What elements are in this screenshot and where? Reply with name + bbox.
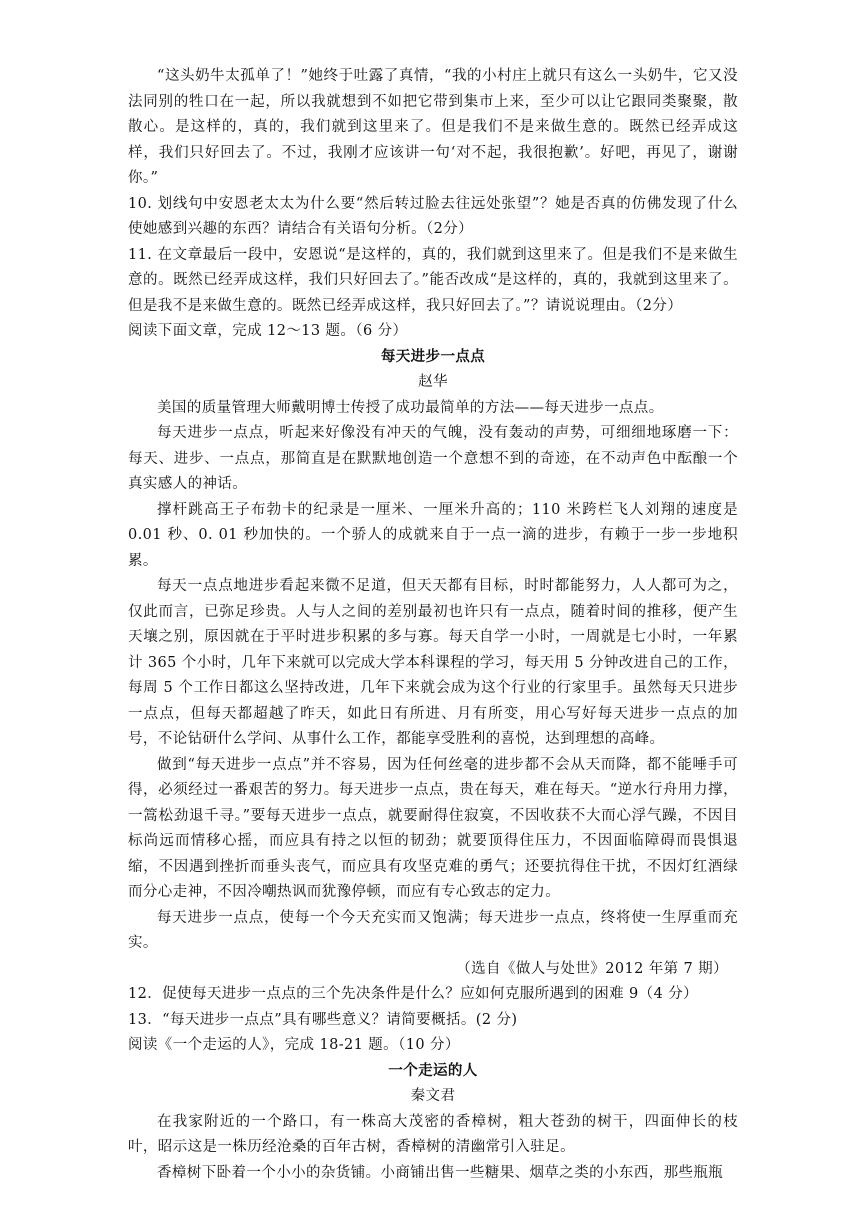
section-intro: 阅读下面文章，完成 12～13 题。（6 分） xyxy=(128,323,408,339)
article-paragraph: 做到“每天进步一点点”并不容易，因为任何丝毫的进步都不会从天而降，都不能唾手可得，必须经过一番艰苦的努力。每天进步一点点，贵在每天，难在每天。“逆水行舟用力撑，一篙松劲退千寻。”要每天进步一点点，就要耐得住寂寞，不因收获不大而心浮气躁，不因目标尚远而情移心摇，而应具有持之以恒的韧劲；就要顶得住压力，不因面临障碍而畏惧退缩，不因遇到挫折而垂头丧气，而应具有攻坚克难的勇气；还要抗得住干扰，不因灯红酒绿而分心走神，不因冷嘲热讽而犹豫停顿，而应有专心致志的定力。 xyxy=(128,756,738,900)
question-12: 12．促使每天进步一点点的三个先决条件是什么？应如何克服所遇到的困难 9（4 分） xyxy=(128,986,699,1002)
article-paragraph: 每天进步一点点，使每一个今天充实而又饱满；每天进步一点点，终将使一生厚重而充实。 xyxy=(128,909,738,951)
question-10: 10. 划线句中安恩老太太为什么要“然后转过脸去往远处张望”？她是否真的仿佛发现了什么使她感到兴趣的东西？请结合有关语句分析。（2分） xyxy=(128,195,738,237)
passage-paragraph: “这头奶牛太孤单了！”她终于吐露了真情，“我的小村庄上就只有这么一头奶牛，它又没法同别的牲口在一起，所以我就想到不如把它带到集市上来，至少可以让它跟同类聚聚，散散心。是这样的，真的，我们就到这里来了。但是我们不是来做生意的。既然已经弄成这样，我们只好回去了。不过，我刚才应该讲一句‘对不起，我很抱歉’。好吧，再见了，谢谢你。” xyxy=(128,68,738,186)
article-author: 赵华 xyxy=(418,374,448,390)
document-page xyxy=(128,64,738,1186)
article-paragraph: 每天一点点地进步看起来微不足道，但天天都有目标，时时都能努力，人人都可为之，仅此而言，已弥足珍贵。人与人之间的差别最初也许只有一点点，随着时间的推移，便产生天壤之别，原因就在于平时进步积累的多与寡。每天自学一小时，一周就是七小时，一年累计 365 个小时，几年下来就可以完成大学本科课程的学习，每天用 5 分钟改进自己的工作，每周 5 个工作日都这么坚持改进，几年下来就会成为这个行业的行家里手。虽然每天只进步一点点，但每天都超越了昨天，如此日有所进、月有所变，用心写好每天进步一点点的加号，不论钻研什么学问、从事什么工作，都能享受胜利的喜悦，达到理想的高峰。 xyxy=(128,578,738,747)
section-intro: 阅读《一个走运的人》，完成 18-21 题。（10 分） xyxy=(128,1037,460,1053)
question-11: 11. 在文章最后一段中，安恩说“是这样的，真的，我们就到这里来了。但是我们不是来做生意的。既然已经弄成这样，我们只好回去了。”能否改成“是这样的，真的，我就到这里来了。但是我不是来做生意的。既然已经弄成这样，我只好回去了。”？请说说理由。（2分） xyxy=(128,246,738,314)
article-source: （选自《做人与处世》2012 年第 7 期） xyxy=(456,960,728,977)
article-paragraph: 每天进步一点点，听起来好像没有冲天的气魄，没有轰动的声势，可细细地琢磨一下：每天、进步、一点点，那简直是在默默地创造一个意想不到的奇迹，在不动声色中酝酿一个真实感人的神话。 xyxy=(128,425,738,492)
article-title: 一个走运的人 xyxy=(388,1062,478,1079)
article-title: 每天进步一点点 xyxy=(380,348,486,365)
article-paragraph: 美国的质量管理大师戴明博士传授了成功最简单的方法——每天进步一点点。 xyxy=(157,399,664,416)
article-author: 秦文君 xyxy=(410,1088,456,1104)
question-13: 13．“每天进步一点点”具有哪些意义？请简要概括。(2 分) xyxy=(128,1011,518,1028)
article-paragraph: 撑杆跳高王子布勃卡的纪录是一厘米、一厘米升高的；110 米跨栏飞人刘翔的速度是 0.01 秒、0. 01 秒加快的。一个骄人的成就来自于一点一滴的进步，有赖于一步一步地积累。 xyxy=(128,501,738,569)
article-paragraph: 香樟树下卧着一个小小的杂货铺。小商铺出售一些糖果、烟草之类的小东西，那些瓶瓶 xyxy=(157,1164,724,1181)
article-paragraph: 在我家附近的一个路口，有一株高大茂密的香樟树，粗大苍劲的树干，四面伸长的枝叶，昭示这是一株历经沧桑的百年古树，香樟树的清幽常引入驻足。 xyxy=(128,1113,738,1155)
